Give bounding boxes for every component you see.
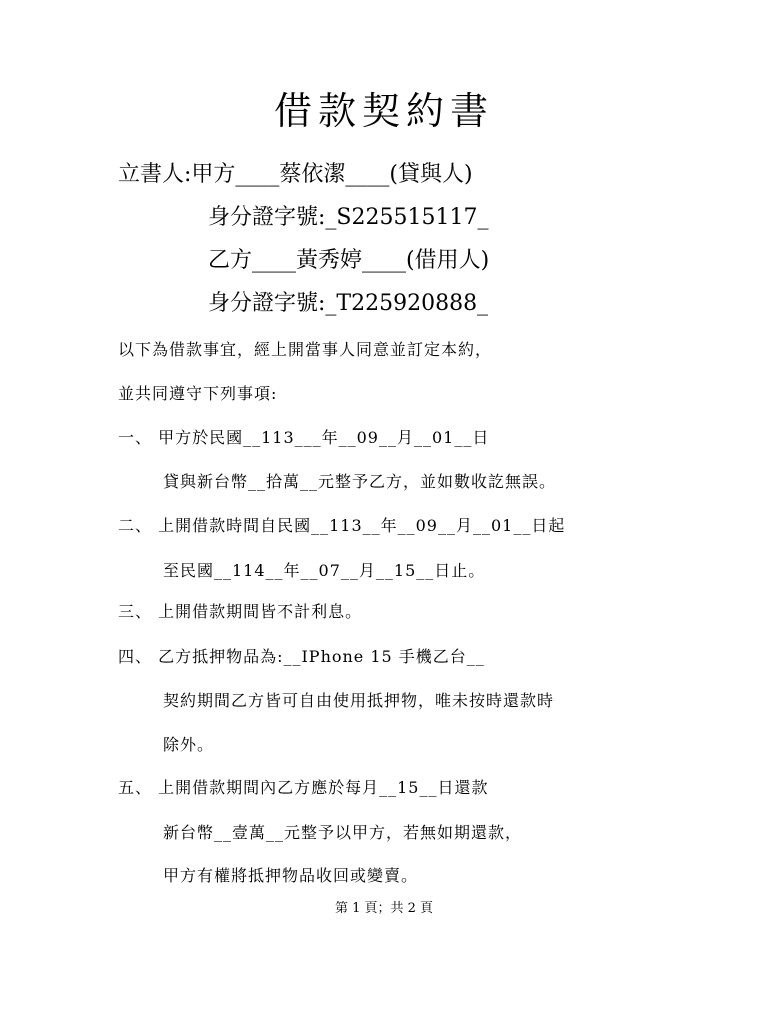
- party-a-id-line: 身分證字號:_S225515117_: [208, 205, 489, 230]
- intro-line-1: 以下為借款事宜，經上開當事人同意並訂定本約，: [118, 340, 493, 359]
- clause-4-line-2: 契約期間乙方皆可自由使用抵押物，唯未按時還款時: [163, 691, 555, 710]
- clause-3-line-1: 三、 上開借款期間皆不計利息。: [118, 602, 363, 621]
- clause-4-line-1: 四、 乙方抵押物品為:__IPhone 15 手機乙台__: [118, 647, 485, 666]
- clause-2-line-2: 至民國__114__年__07__月__15__日止。: [163, 561, 486, 580]
- clause-1-line-1: 一、 甲方於民國__113___年__09__月__01__日: [118, 428, 490, 447]
- party-b-id-line: 身分證字號:_T225920888_: [208, 291, 489, 316]
- intro-line-2: 並共同遵守下列事項:: [118, 384, 278, 403]
- clause-1-line-2: 貸與新台幣__拾萬__元整予乙方，並如數收訖無誤。: [163, 472, 557, 491]
- clause-4-line-3: 除外。: [163, 735, 215, 754]
- party-b-line: 乙方____黃秀婷____(借用人): [208, 248, 490, 273]
- clause-5-line-1: 五、 上開借款期間內乙方應於每月__15__日還款: [118, 778, 489, 797]
- clause-2-line-1: 二、 上開借款時間自民國__113__年__09__月__01__日起: [118, 516, 566, 535]
- clause-5-line-3: 甲方有權將抵押物品收回或變賣。: [163, 866, 419, 885]
- party-a-line: 立書人:甲方____蔡依潔____(貸與人): [118, 162, 473, 187]
- clause-5-line-2: 新台幣__壹萬__元整予以甲方，若無如期還款，: [163, 823, 523, 842]
- page-footer: 第 1 頁；共 2 頁: [334, 901, 434, 916]
- document-title: 借款契約書: [273, 89, 494, 133]
